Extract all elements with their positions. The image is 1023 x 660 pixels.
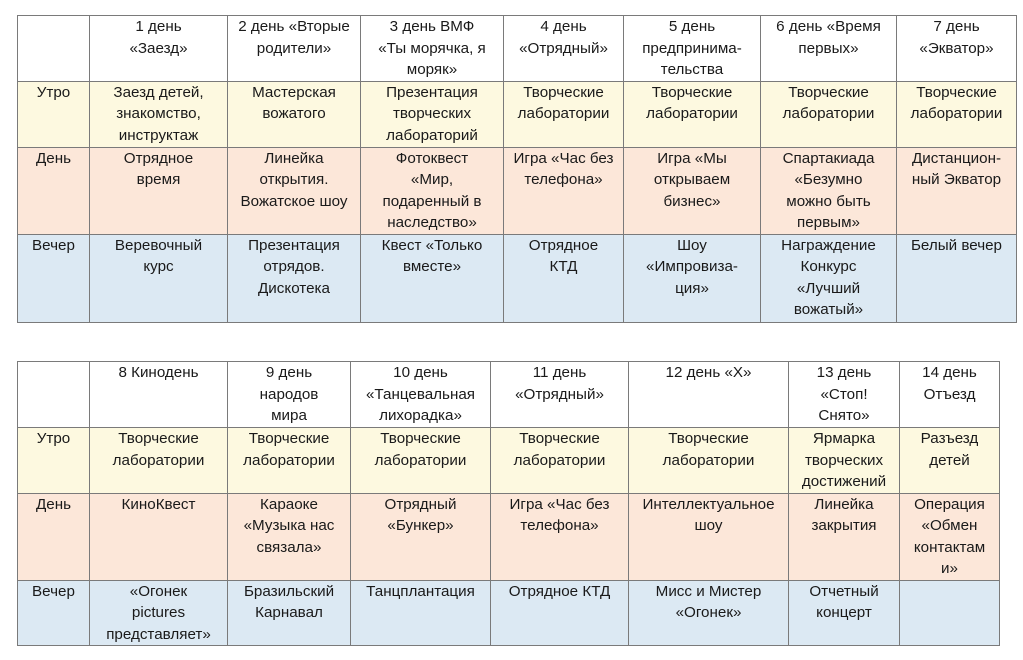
schedule-cell: Отчетный концерт — [789, 580, 900, 646]
day-header: 12 день «Х» — [629, 362, 789, 428]
day-header: 3 день ВМФ «Ты морячка, я моряк» — [361, 16, 504, 82]
schedule-cell: Творческие лаборатории — [629, 428, 789, 494]
schedule-cell: Награждение Конкурс «Лучший вожатый» — [761, 234, 897, 322]
schedule-cell: «Огонек pictures представляет» — [90, 580, 228, 646]
schedule-cell: Отрядное КТД — [504, 234, 624, 322]
schedule-table-week-1 — [17, 15, 1017, 323]
schedule-cell: Танцплантация — [351, 580, 491, 646]
schedule-cell: Разъезд детей — [900, 428, 1000, 494]
evening-row — [18, 580, 1000, 646]
row-label: День — [18, 147, 90, 234]
schedule-cell: Заезд детей, знакомство, инструктаж — [90, 81, 228, 147]
day-header: 13 день «Стоп! Снято» — [789, 362, 900, 428]
day-header: 11 день «Отрядный» — [491, 362, 629, 428]
schedule-cell: Спартакиада «Безумно можно быть первым» — [761, 147, 897, 234]
schedule-table-week-2 — [17, 361, 1000, 646]
day-row — [18, 147, 1017, 234]
day-row — [18, 493, 1000, 580]
schedule-cell: Линейка открытия. Вожатское шоу — [228, 147, 361, 234]
row-label: Утро — [18, 428, 90, 494]
schedule-cell: Операция «Обмен контактам и» — [900, 493, 1000, 580]
schedule-cell: Бразильский Карнавал — [228, 580, 351, 646]
schedule-cell: Ярмарка творческих достижений — [789, 428, 900, 494]
schedule-cell: Презентация творческих лабораторий — [361, 81, 504, 147]
schedule-cell: Мисс и Мистер «Огонек» — [629, 580, 789, 646]
schedule-cell: Игра «Час без телефона» — [504, 147, 624, 234]
schedule-cell: Линейка закрытия — [789, 493, 900, 580]
schedule-cell: Творческие лаборатории — [761, 81, 897, 147]
schedule-cell: Дистанцион- ный Экватор — [897, 147, 1017, 234]
schedule-cell: Квест «Только вместе» — [361, 234, 504, 322]
schedule-cell: Отрядный «Бункер» — [351, 493, 491, 580]
morning-row — [18, 81, 1017, 147]
header-row — [18, 16, 1017, 82]
schedule-cell: Белый вечер — [897, 234, 1017, 322]
corner-cell — [18, 16, 90, 82]
schedule-cell: КиноКвест — [90, 493, 228, 580]
header-row — [18, 362, 1000, 428]
day-header: 7 день «Экватор» — [897, 16, 1017, 82]
schedule-cell: Творческие лаборатории — [491, 428, 629, 494]
day-header: 9 день народов мира — [228, 362, 351, 428]
evening-row — [18, 234, 1017, 322]
row-label: Вечер — [18, 234, 90, 322]
schedule-cell: Творческие лаборатории — [504, 81, 624, 147]
corner-cell — [18, 362, 90, 428]
day-header: 14 день Отъезд — [900, 362, 1000, 428]
row-label: День — [18, 493, 90, 580]
day-header: 10 день «Танцевальная лихорадка» — [351, 362, 491, 428]
schedule-cell: Игра «Час без телефона» — [491, 493, 629, 580]
schedule-cell: Мастерская вожатого — [228, 81, 361, 147]
day-header: 1 день «Заезд» — [90, 16, 228, 82]
schedule-cell: Презентация отрядов. Дискотека — [228, 234, 361, 322]
schedule-cell — [900, 580, 1000, 646]
day-header: 6 день «Время первых» — [761, 16, 897, 82]
day-header: 4 день «Отрядный» — [504, 16, 624, 82]
schedule-cell: Творческие лаборатории — [897, 81, 1017, 147]
schedule-cell: Фотоквест «Мир, подаренный в наследство» — [361, 147, 504, 234]
row-label: Утро — [18, 81, 90, 147]
schedule-cell: Творческие лаборатории — [351, 428, 491, 494]
morning-row — [18, 428, 1000, 494]
day-header: 2 день «Вторые родители» — [228, 16, 361, 82]
schedule-cell: Веревочный курс — [90, 234, 228, 322]
schedule-cell: Творческие лаборатории — [228, 428, 351, 494]
schedule-cell: Шоу «Импровиза- ция» — [624, 234, 761, 322]
day-header: 5 день предпринима- тельства — [624, 16, 761, 82]
schedule-cell: Творческие лаборатории — [624, 81, 761, 147]
schedule-cell: Игра «Мы открываем бизнес» — [624, 147, 761, 234]
schedule-cell: Творческие лаборатории — [90, 428, 228, 494]
row-label: Вечер — [18, 580, 90, 646]
schedule-cell: Караоке «Музыка нас связала» — [228, 493, 351, 580]
schedule-cell: Отрядное время — [90, 147, 228, 234]
day-header: 8 Кинодень — [90, 362, 228, 428]
schedule-cell: Отрядное КТД — [491, 580, 629, 646]
schedule-cell: Интеллектуальное шоу — [629, 493, 789, 580]
